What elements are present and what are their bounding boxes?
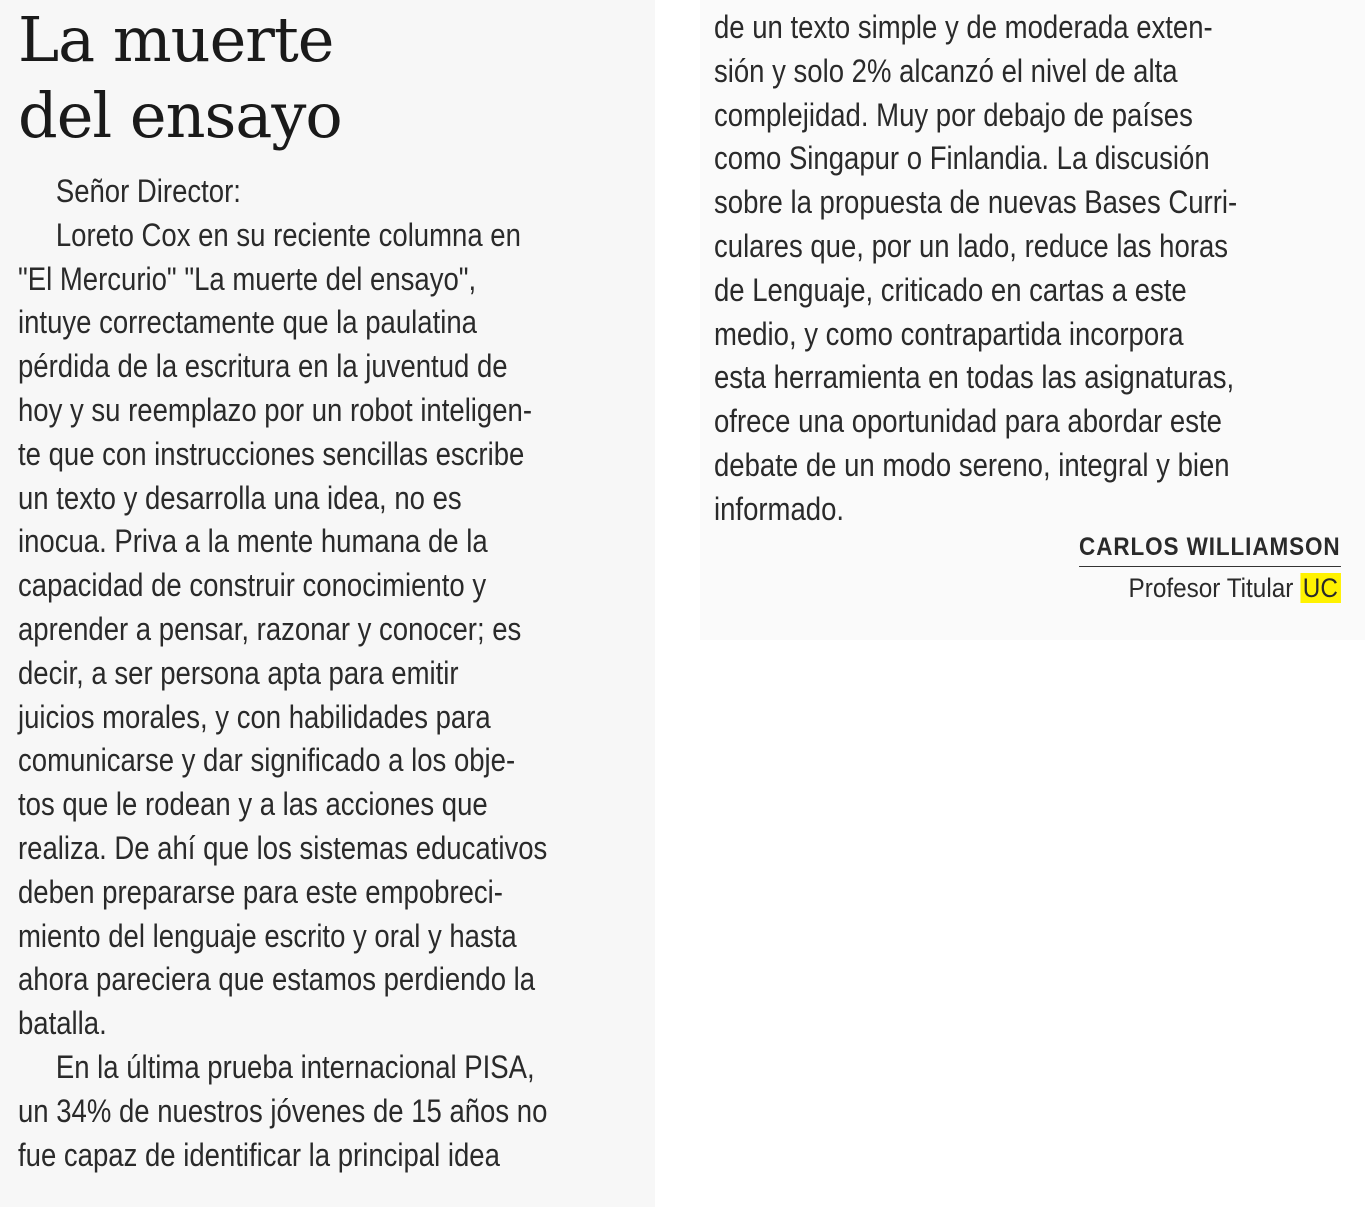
text-line: miento del lenguaje escrito y oral y hasta <box>18 917 517 954</box>
text-line: capacidad de construir conocimiento y <box>18 567 487 604</box>
text-line: decir, a ser persona apta para emitir <box>18 654 459 691</box>
text-line: culares que, por un lado, reduce las horas <box>714 227 1229 264</box>
author-role <box>1079 573 1341 604</box>
text-line: sión y solo 2% alcanzó el nivel de alta <box>714 52 1178 89</box>
headline-line-2: del ensayo <box>18 79 342 152</box>
text-line: realiza. De ahí que los sistemas educativos <box>18 829 548 866</box>
text-line: aprender a pensar, razonar y conocer; es <box>18 610 522 647</box>
left-column <box>18 170 654 1177</box>
text-line: un 34% de nuestros jóvenes de 15 años no <box>18 1092 548 1129</box>
text-line: tos que le rodean y a las acciones que <box>18 786 488 823</box>
text-line: de Lenguaje, criticado en cartas a este <box>714 271 1187 308</box>
paragraph-2-continuation <box>714 6 1355 532</box>
text-line: "El Mercurio" "La muerte del ensayo", <box>18 260 477 297</box>
text-line: batalla. <box>18 1005 107 1042</box>
author-name: CARLOS WILLIAMSON <box>1079 533 1341 567</box>
text-line: complejidad. Muy por debajo de países <box>714 96 1193 133</box>
text-line: comunicarse y dar significado a los obje- <box>18 742 516 779</box>
text-line: debate de un modo sereno, integral y bien <box>714 446 1230 483</box>
text-line: hoy y su reemplazo por un robot inteligen- <box>18 391 532 428</box>
paragraph-2-continued <box>18 1090 654 1178</box>
text-line: ofrece una oportunidad para abordar este <box>714 403 1222 440</box>
institution-highlight: UC <box>1301 573 1342 603</box>
text-line: juicios morales, y con habilidades para <box>18 698 491 735</box>
text-line: sobre la propuesta de nuevas Bases Curri- <box>714 184 1238 221</box>
text-line: fue capaz de identificar la principal idea <box>18 1136 500 1173</box>
text-line: intuye correctamente que la paulatina <box>18 304 477 341</box>
text-line: Loreto Cox en su reciente columna en <box>55 216 521 253</box>
salutation: Señor Director: <box>55 173 241 209</box>
text-line: un texto y desarrolla una idea, no es <box>18 479 462 516</box>
text-line: te que con instrucciones sencillas escribe <box>18 435 525 472</box>
text-line: esta herramienta en todas las asignaturas, <box>714 359 1235 396</box>
text-line: como Singapur o Finlandia. La discusión <box>714 140 1210 177</box>
text-line: ahora pareciera que estamos perdiendo la <box>18 961 536 998</box>
text-line: En la última prueba internacional PISA, <box>55 1048 535 1085</box>
text-line: de un texto simple y de moderada exten- <box>714 9 1213 45</box>
author-title: Profesor Titular <box>1128 573 1294 603</box>
text-line: inocua. Priva a la mente humana de la <box>18 523 488 560</box>
paragraph-2 <box>18 1046 654 1090</box>
signature-block <box>1050 533 1341 604</box>
text-line: deben prepararse para este empobreci- <box>18 873 503 910</box>
headline-line-1: La muerte <box>18 3 334 76</box>
text-line: pérdida de la escritura en la juventud de <box>18 348 508 385</box>
paragraph-1-continued <box>18 258 654 1046</box>
letter-headline <box>18 2 342 154</box>
right-column <box>714 6 1355 532</box>
text-line: informado. <box>714 490 845 527</box>
text-line: medio, y como contrapartida incorpora <box>714 315 1184 352</box>
paragraph-1 <box>18 214 654 258</box>
